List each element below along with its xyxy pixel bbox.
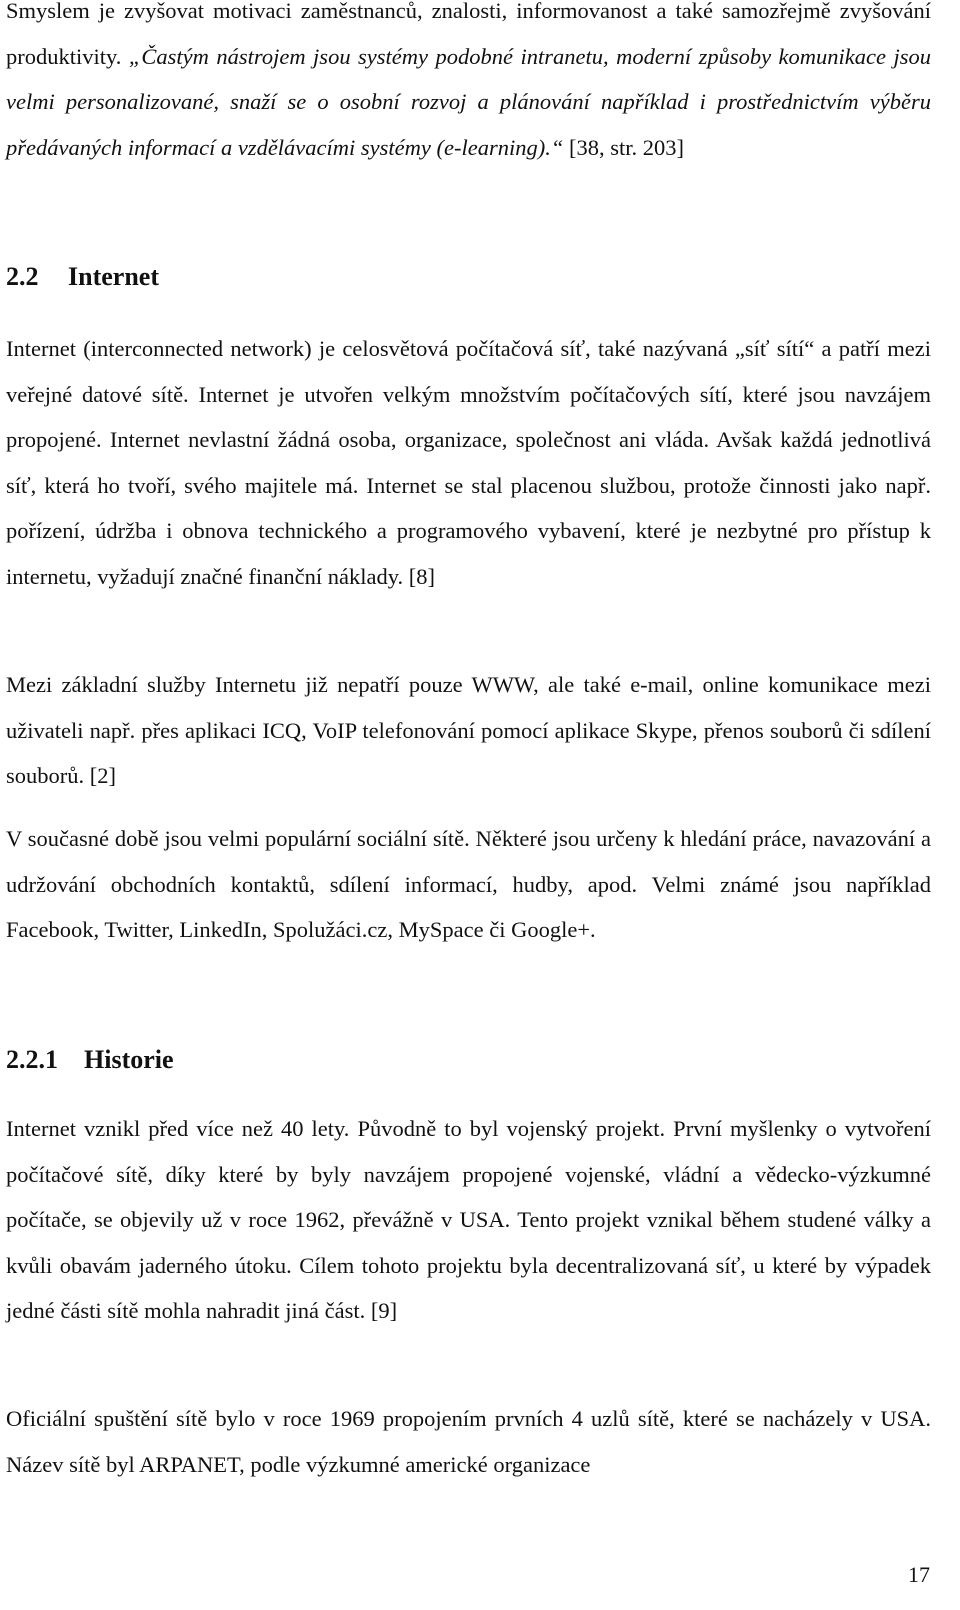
page-number: 17	[908, 1562, 930, 1587]
internet-paragraph-2: Mezi základní služby Internetu již nepatří pouze WWW, ale také e-mail, online komunikace mezi uživateli např. přes aplikaci ICQ, VoIP telefonování pomocí aplikace Skype, přenos souborů či sdílení souborů. [2]	[6, 672, 931, 788]
historie-paragraph-1: Internet vznikl před více než 40 lety. Původně to byl vojenský projekt. První myšlenky o vytvoření počítačové sítě, díky které by byly navzájem propojené vojenské, vládní a vědecko-výzkumné počítače, se objevily už v roce 1962, převážně v USA. Tento projekt vznikal během studené války a kvůli obavám jaderného útoku. Cílem tohoto projektu byla decentralizovaná síť, u které by výpadek jedné části sítě mohla nahradit jiná část. [9]	[6, 1116, 931, 1323]
internet-paragraph-1: Internet (interconnected network) je celosvětová počítačová síť, také nazývaná „síť sítí“ a patří mezi veřejné datové sítě. Internet je utvořen velkým množstvím počítačových sítí, které jsou navzájem propojené. Internet nevlastní žádná osoba, organizace, společnost ani vláda. Avšak každá jednotlivá síť, která ho tvoří, svého majitele má. Internet se stal placenou službou, protože činnosti jako např. pořízení, údržba i obnova technického a programového vybavení, které je nezbytné pro přístup k internetu, vyžadují značné finanční náklady. [8]	[6, 336, 931, 589]
subsection-title: Historie	[84, 1045, 174, 1074]
intro-citation: [38, str. 203]	[563, 134, 684, 160]
section-title: Internet	[68, 262, 159, 291]
historie-paragraph-2: Oficiální spuštění sítě bylo v roce 1969 propojením prvních 4 uzlů sítě, které se nacházely v USA. Název sítě byl ARPANET, podle výzkumné americké organizace	[6, 1406, 931, 1477]
intro-text: Smyslem je zvyšovat motivaci zaměstnanců, znalosti, informovanost a také samozřejmě zvyšování produktivity.	[6, 0, 931, 69]
subsection-number: 2.2.1	[6, 1045, 58, 1074]
section-number: 2.2	[6, 262, 39, 291]
intro-quote: „Častým nástrojem jsou systémy podobné intranetu, moderní způsoby komunikace jsou velmi personalizované, snaží se o osobní rozvoj a plánování například i prostřednictvím výběru předávaných informací a vzdělávacími systémy (e-learning).“	[6, 43, 931, 160]
section-heading-historie	[6, 1045, 174, 1075]
internet-paragraph-3: V současné době jsou velmi populární sociální sítě. Některé jsou určeny k hledání práce, navazování a udržování obchodních kontaktů, sdílení informací, hudby, apod. Velmi známé jsou například Facebook, Twitter, LinkedIn, Spolužáci.cz, MySpace či Google+.	[6, 826, 931, 942]
intro-paragraph	[6, 0, 931, 170]
section-heading-internet	[6, 262, 159, 292]
